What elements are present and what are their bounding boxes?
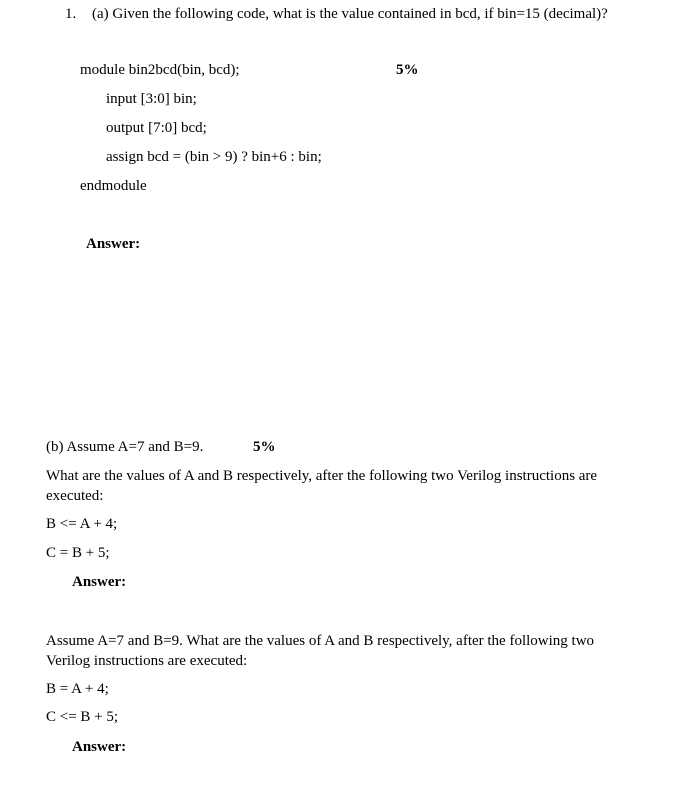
code-b-line-1: B <= A + 4; (46, 516, 118, 532)
code-c-line-2: C <= B + 5; (46, 709, 119, 725)
code-b-line-2: C = B + 5; (46, 545, 110, 561)
question-a-weight: 5% (396, 62, 419, 78)
question-c-text: Assume A=7 and B=9. What are the values of A and B respectively, after the following two Verilog instructions are executed: (46, 633, 595, 669)
question-b-weight: 5% (253, 439, 276, 455)
question-b-text: What are the values of A and B respectively, after the following two Verilog instructions are executed: (46, 468, 598, 504)
code-a-line-1: module bin2bcd(bin, bcd); (80, 62, 240, 78)
code-a-line-2: input [3:0] bin; (106, 91, 197, 107)
question-b-prompt: (b) Assume A=7 and B=9. (46, 439, 204, 455)
question-number: 1. (65, 6, 77, 22)
answer-a-label: Answer: (86, 236, 141, 252)
answer-c-label: Answer: (72, 739, 127, 755)
code-c-line-1: B = A + 4; (46, 681, 109, 697)
code-a-line-5: endmodule (80, 178, 147, 194)
code-a-line-4: assign bcd = (bin > 9) ? bin+6 : bin; (106, 149, 322, 165)
code-a-line-3: output [7:0] bcd; (106, 120, 207, 136)
answer-b-label: Answer: (72, 574, 127, 590)
question-a-prompt: (a) Given the following code, what is the value contained in bcd, if bin=15 (decimal)? (92, 6, 608, 22)
